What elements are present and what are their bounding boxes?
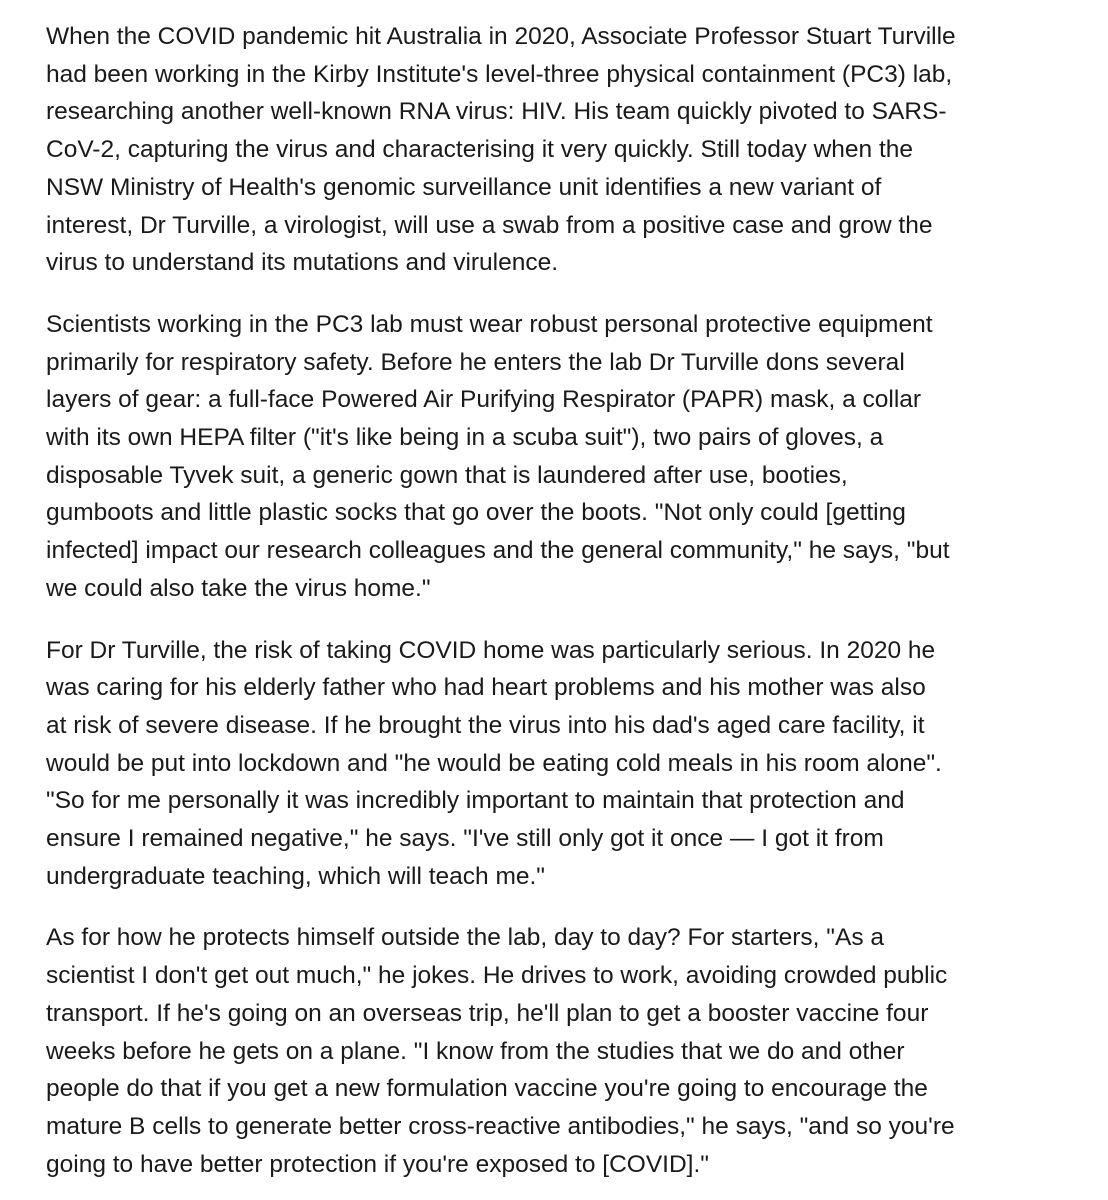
paragraph-line: scientist I don't get out much," he jokes. He drives to work, avoiding crowded public	[46, 962, 948, 990]
paragraph-line: was caring for his elderly father who had heart problems and his mother was also	[46, 674, 926, 702]
paragraph-4	[46, 919, 1050, 1183]
paragraph-line: CoV-2, capturing the virus and characterising it very quickly. Still today when the	[46, 136, 913, 164]
paragraph-line: going to have better protection if you're exposed to [COVID]."	[46, 1150, 709, 1178]
paragraph-line: transport. If he's going on an overseas trip, he'll plan to get a booster vaccine four	[46, 999, 929, 1027]
paragraph-line: primarily for respiratory safety. Before he enters the lab Dr Turville dons several	[46, 348, 905, 376]
paragraph-line: had been working in the Kirby Institute's level-three physical containment (PC3) lab,	[46, 60, 953, 88]
paragraph-line: we could also take the virus home."	[46, 574, 431, 602]
paragraph-line: interest, Dr Turville, a virologist, will use a swab from a positive case and grow the	[46, 211, 933, 239]
paragraph-line: layers of gear: a full-face Powered Air Purifying Respirator (PAPR) mask, a collar	[46, 386, 922, 414]
paragraph-line: As for how he protects himself outside the lab, day to day? For starters, "As a	[46, 924, 885, 952]
paragraph-line: at risk of severe disease. If he brought the virus into his dad's aged care facility, it	[46, 711, 925, 739]
paragraph-line: disposable Tyvek suit, a generic gown that is laundered after use, booties,	[46, 461, 848, 489]
paragraph-line: mature B cells to generate better cross-reactive antibodies," he says, "and so you're	[46, 1112, 955, 1140]
paragraph-line: people do that if you get a new formulation vaccine you're going to encourage the	[46, 1075, 928, 1103]
paragraph-line: ensure I remained negative," he says. "I've still only got it once — I got it from	[46, 825, 884, 853]
paragraph-3	[46, 632, 1050, 896]
paragraph-line: When the COVID pandemic hit Australia in 2020, Associate Professor Stuart Turville	[46, 23, 956, 50]
paragraph-line: undergraduate teaching, which will teach me."	[46, 862, 545, 890]
paragraph-line: NSW Ministry of Health's genomic surveillance unit identifies a new variant of	[46, 173, 882, 201]
paragraph-2	[46, 306, 1050, 608]
paragraph-line: infected] impact our research colleagues and the general community," he says, "but	[46, 537, 950, 565]
paragraph-line: gumboots and little plastic socks that go over the boots. "Not only could [getting	[46, 499, 906, 527]
paragraph-line: For Dr Turville, the risk of taking COVID home was particularly serious. In 2020 he	[46, 636, 936, 664]
paragraph-line: researching another well-known RNA virus: HIV. His team quickly pivoted to SARS-	[46, 98, 947, 126]
paragraph-line: "So for me personally it was incredibly important to maintain that protection and	[46, 787, 905, 815]
paragraph-line: Scientists working in the PC3 lab must wear robust personal protective equipment	[46, 310, 933, 338]
paragraph-line: with its own HEPA filter ("it's like being in a scuba suit"), two pairs of gloves, a	[46, 424, 884, 452]
paragraph-line: would be put into lockdown and "he would be eating cold meals in his room alone".	[46, 749, 942, 777]
paragraph-line: virus to understand its mutations and virulence.	[46, 249, 559, 277]
paragraph-line: weeks before he gets on a plane. "I know from the studies that we do and other	[46, 1037, 905, 1065]
paragraph-1	[46, 18, 1050, 282]
